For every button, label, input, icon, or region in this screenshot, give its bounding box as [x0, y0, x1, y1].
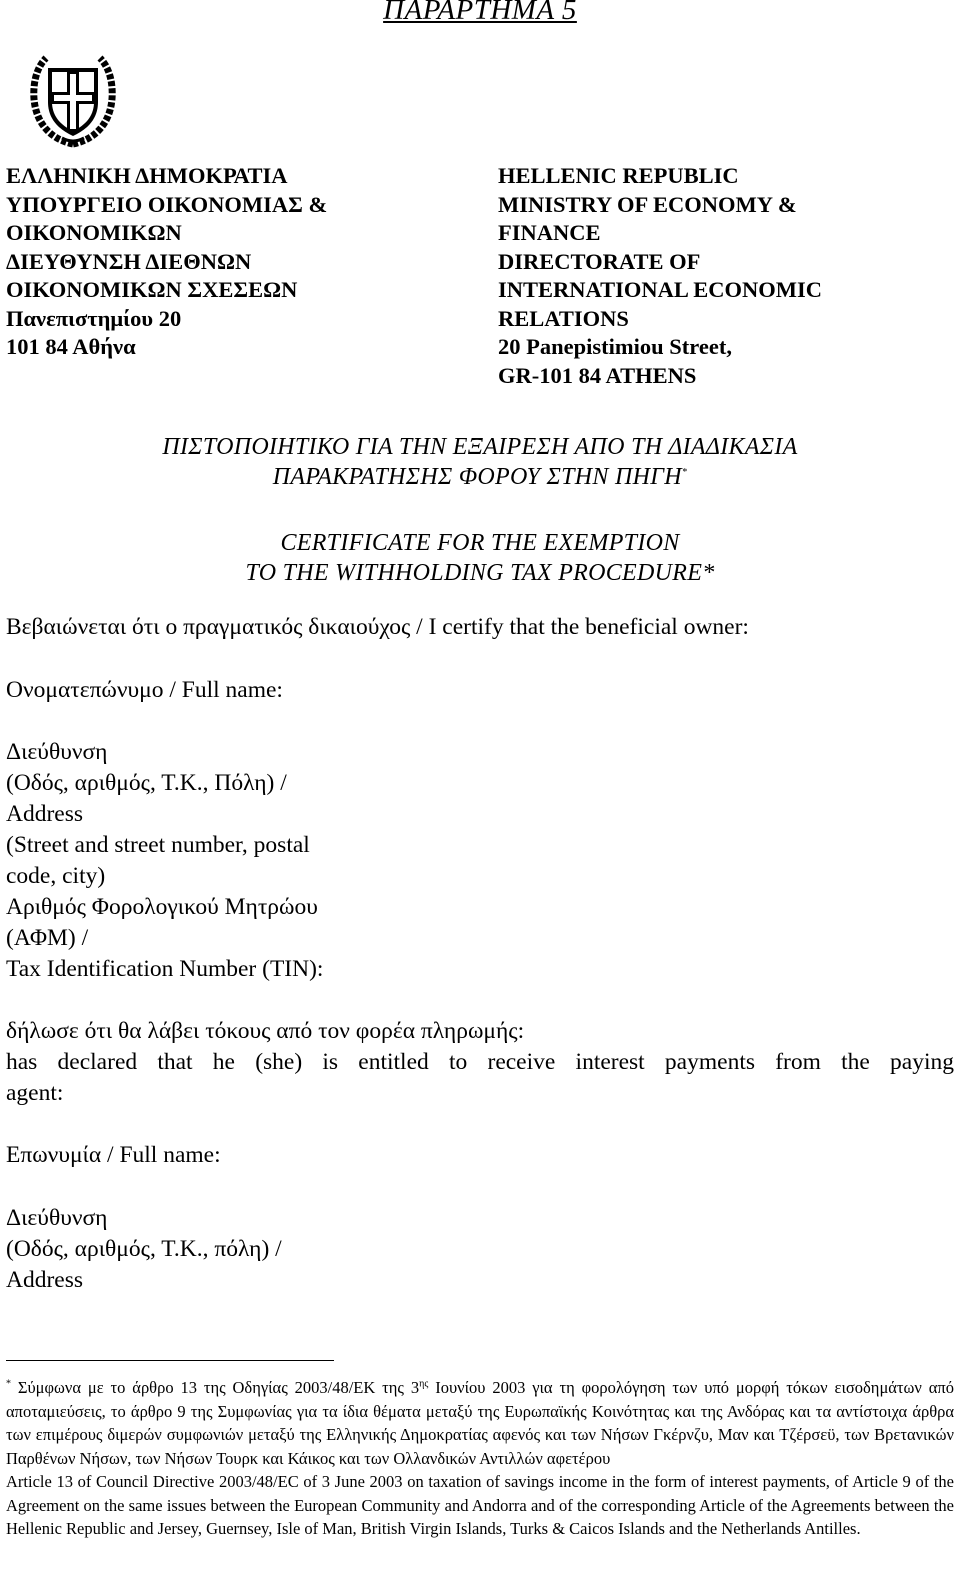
annex-title: ΠΑΡΑΡΤΗΜΑ 5: [383, 0, 577, 26]
header-greek-line: ΟΙΚΟΝΟΜΙΚΩΝ ΣΧΕΣΕΩΝ: [6, 277, 298, 302]
tin-label-line: Αριθμός Φορολογικού Μητρώου: [6, 894, 318, 920]
header-greek-block: [6, 162, 327, 362]
certificate-title-english-line: CERTIFICATE FOR THE EXEMPTION: [280, 530, 680, 556]
certificate-title-greek-line: ΠΙΣΤΟΠΟΙΗΤΙΚΟ ΓΙΑ ΤΗΝ ΕΞΑΙΡΕΣΗ ΑΠΟ ΤΗ ΔΙΑΔΙΚΑΣΙΑ: [162, 434, 798, 460]
owner-address-block: [6, 737, 323, 985]
agent-address-line: Address: [6, 1267, 84, 1293]
header-greek-line: ΥΠΟΥΡΓΕΙΟ ΟΙΚΟΝΟΜΙΑΣ &: [6, 191, 328, 217]
owner-address-line: code, city): [6, 863, 106, 889]
declared-english: has declared that he (she) is entitled to receive interest payments from the paying: [6, 1049, 954, 1075]
owner-full-name-label: Ονοματεπώνυμο / Full name:: [6, 677, 283, 703]
certificate-title-greek: [0, 432, 960, 492]
agent-address-line: (Οδός, αριθμός, Τ.Κ., πόλη) /: [6, 1236, 282, 1262]
footnote-reference-mark: *: [681, 467, 688, 478]
certificate-title-english: [0, 528, 960, 588]
header-english-line: MINISTRY OF ECONOMY &: [498, 191, 797, 217]
owner-address-line: (Οδός, αριθμός, Τ.Κ., Πόλη) /: [6, 770, 287, 796]
footnote: [6, 1376, 954, 1541]
header-greek-line: ΔΙΕΥΘΥΝΣΗ ΔΙΕΘΝΩΝ: [6, 248, 252, 274]
agent-address-block: [6, 1203, 282, 1296]
tin-label-line: (ΑΦΜ) /: [6, 925, 89, 951]
footnote-english: Article 13 of Council Directive 2003/48/EC of 3 June 2003 on taxation of savings income in the form of interest payments, of Article 9 of the Agreement on the same issues between the European Community and Andorra and of the corresponding Article of the Agreements between the Hellenic Republic and Jersey, Guernsey, Isle of Man, British Virgin Islands, Turks & Caicos Islands and the Netherlands Antilles.: [6, 1472, 954, 1538]
header-english-line: INTERNATIONAL ECONOMIC: [498, 277, 822, 302]
footnote-ordinal-suffix: ης: [419, 1378, 429, 1390]
agent-full-name-label: Επωνυμία / Full name:: [6, 1142, 221, 1168]
tin-label-line: Tax Identification Number (TIN):: [6, 956, 324, 982]
header-greek-line: ΕΛΛΗΝΙΚΗ ΔΗΜΟΚΡΑΤΙΑ: [6, 163, 288, 188]
footnote-separator: [6, 1360, 334, 1361]
header-english-line: HELLENIC REPUBLIC: [498, 163, 739, 188]
header-greek-line: Πανεπιστημίου 20: [6, 305, 182, 331]
certify-line: Βεβαιώνεται ότι ο πραγματικός δικαιούχος / I certify that the beneficial owner:: [6, 614, 749, 640]
header-english-line: DIRECTORATE OF: [498, 248, 701, 274]
header-greek-line: 101 84 Αθήνα: [6, 334, 136, 359]
owner-address-line: (Street and street number, postal: [6, 832, 310, 858]
declared-greek: δήλωσε ότι θα λάβει τόκους από τον φορέα πληρωμής:: [6, 1018, 525, 1044]
footnote-greek: * Σύμφωνα με το άρθρο 13 της Οδηγίας 2003/48/ΕΚ της $3^{\eta\varsigma}$ Ιουνίου 2003 για τη φορολόγηση των υπό μορφή τόκων εισοδημάτων από αποταμιεύσεις, το άρθρο 9 της Συμφωνίας για τα ίδια θέματα μεταξύ της Ευρωπαϊκής Κοινότητας και της Ανδόρας και τα αντίστοιχα άρθρα των επιμέρους διμερών συμφωνιών μεταξύ της Ελληνικής Δημοκρατίας αφενός και των Νήσων Γκέρνζυ, Μαν και Τζέρσεϋ, των Βρετανικών Παρθένων Νήσων, των Νήσων Τουρκ και Κάικος και των Ολλανδικών Αντιλλών αφετέρου: [6, 1378, 954, 1468]
footnote-mark: *: [6, 1378, 11, 1390]
header-english-line: RELATIONS: [498, 305, 629, 331]
certificate-title-greek-line: ΠΑΡΑΚΡΑΤΗΣΗΣ ΦΟΡΟΥ ΣΤΗΝ ΠΗΓΗ: [272, 464, 682, 490]
greek-coat-of-arms-icon: [30, 52, 116, 148]
header-greek-line: ΟΙΚΟΝΟΜΙΚΩΝ: [6, 220, 182, 245]
header-english-line: GR-101 84 ATHENS: [498, 362, 697, 388]
certificate-title-english-line: TO THE WITHHOLDING TAX PROCEDURE*: [245, 560, 715, 586]
header-english-line: 20 Panepistimiou Street,: [498, 334, 732, 359]
owner-address-line: Διεύθυνση: [6, 739, 108, 765]
owner-address-line: Address: [6, 801, 84, 827]
header-english-line: FINANCE: [498, 220, 601, 245]
header-english-block: [498, 162, 822, 390]
declared-english-continued: agent:: [6, 1080, 64, 1106]
agent-address-line: Διεύθυνση: [6, 1205, 108, 1231]
